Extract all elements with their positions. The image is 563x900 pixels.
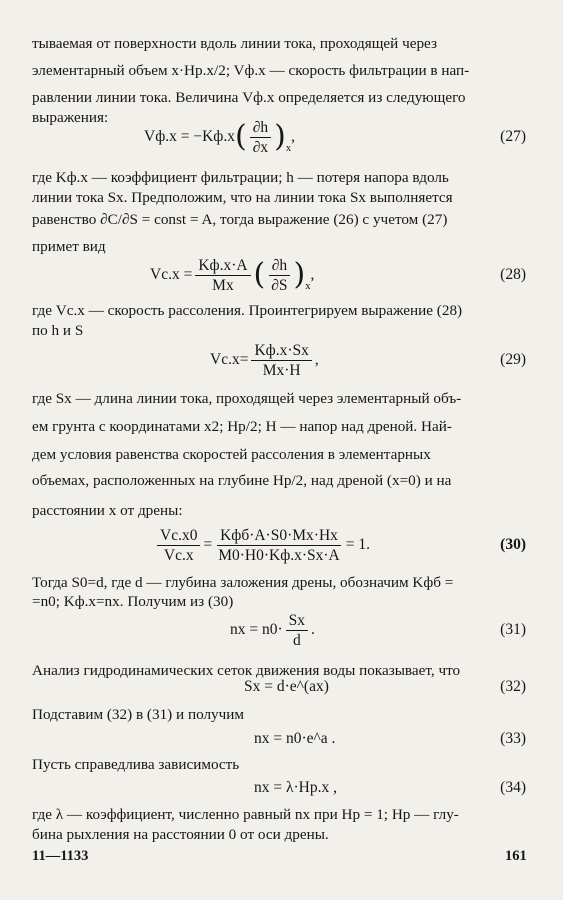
text-line: примет вид: [32, 238, 106, 255]
text-line: где Kф.x — коэффициент фильтрации; h — потеря напора вдоль: [32, 169, 449, 186]
text-line: расстоянии x от дрены:: [32, 502, 183, 519]
text-line: где λ — коэффициент, численно равный nx при Hр = 1; Hр — глу-: [32, 806, 459, 823]
text-line: Тогда S0=d, где d — глубина заложения дрены, обозначим Kфб =: [32, 574, 454, 591]
signature-mark: 11—1133: [32, 848, 89, 864]
equation-number: (29): [500, 351, 526, 368]
equation-32: Sx = d·e^(ax) (32): [32, 672, 526, 702]
text-line: где Sx — длина линии тока, проходящей через элементарный объ-: [32, 390, 462, 407]
text-line: дем условия равенства скоростей рассоления в элементарных: [32, 446, 431, 463]
text-line: по h и S: [32, 322, 84, 339]
text-line: элементарный объем x·Hр.x/2; Vф.x — скорость фильтрации в нап-: [32, 62, 470, 79]
text-line: выражения:: [32, 109, 109, 126]
text-line: линии тока Sx. Предположим, что на линии тока Sx выполняется: [32, 189, 453, 206]
page-number: 161: [505, 848, 527, 864]
equation-29: Vc.x= $\frac{Kф.x\cdot Sx}{Mx\cdot H}$ , (29): [32, 335, 526, 385]
equation-31: nx = n0· $\frac{Sx}{d}$ . (31): [32, 605, 526, 655]
equation-33: nx = n0·e^a . (33): [32, 724, 526, 754]
text-line: =n0; Kф.x=nx. Получим из (30): [32, 593, 234, 610]
text-line: где Vc.x — скорость рассоления. Проинтегрируем выражение (28): [32, 302, 463, 319]
text-line: Подставим (32) в (31) и получим: [32, 706, 245, 723]
equation-number: (27): [500, 128, 526, 145]
text-line: Пусть справедлива зависимость: [32, 756, 240, 773]
equation-number: (34): [500, 779, 526, 796]
equation-27: Vф.x = −Kф.x ( $\frac{\partial h}{\partial x}$ ) x , (27): [32, 112, 526, 162]
text-line: ем грунта с координатами x2; Hр/2; H — напор над дреной. Най-: [32, 418, 452, 435]
text-line: равенство ∂C/∂S = const = A, тогда выражение (26) с учетом (27): [32, 211, 448, 228]
text-line: объемах, расположенных на глубине Hр/2, над дреной (x=0) и на: [32, 472, 452, 489]
equation-number: (31): [500, 621, 526, 638]
text-line: Анализ гидродинамических сеток движения воды показывает, что: [32, 662, 461, 679]
equation-number: (33): [500, 730, 526, 747]
equation-number: (28): [500, 266, 526, 283]
equation-number: (30): [500, 536, 526, 553]
text-line: равлении линии тока. Величина Vф.x определяется из следующего: [32, 89, 466, 106]
equation-number: (32): [500, 678, 526, 695]
text-line: тываемая от поверхности вдоль линии тока, проходящей через: [32, 35, 437, 52]
text-line: бина рыхления на расстоянии 0 от оси дрены.: [32, 826, 329, 843]
equation-30: $\frac{Vc.x0}{Vc.x}$ = $\frac{\text{Kфб·A·S0·Mx·Hx}}{M0\cdot H0\cdot Kф.x\cdot Sx\cdot A}$ = 1. (30): [32, 520, 526, 570]
equation-34: nx = λ·Hр.x , (34): [32, 773, 526, 803]
equation-28: Vc.x = $\frac{Kф.x\cdot A}{Mx}$ ( $\frac{\partial h}{\partial S}$ ) x , (28): [32, 250, 526, 300]
